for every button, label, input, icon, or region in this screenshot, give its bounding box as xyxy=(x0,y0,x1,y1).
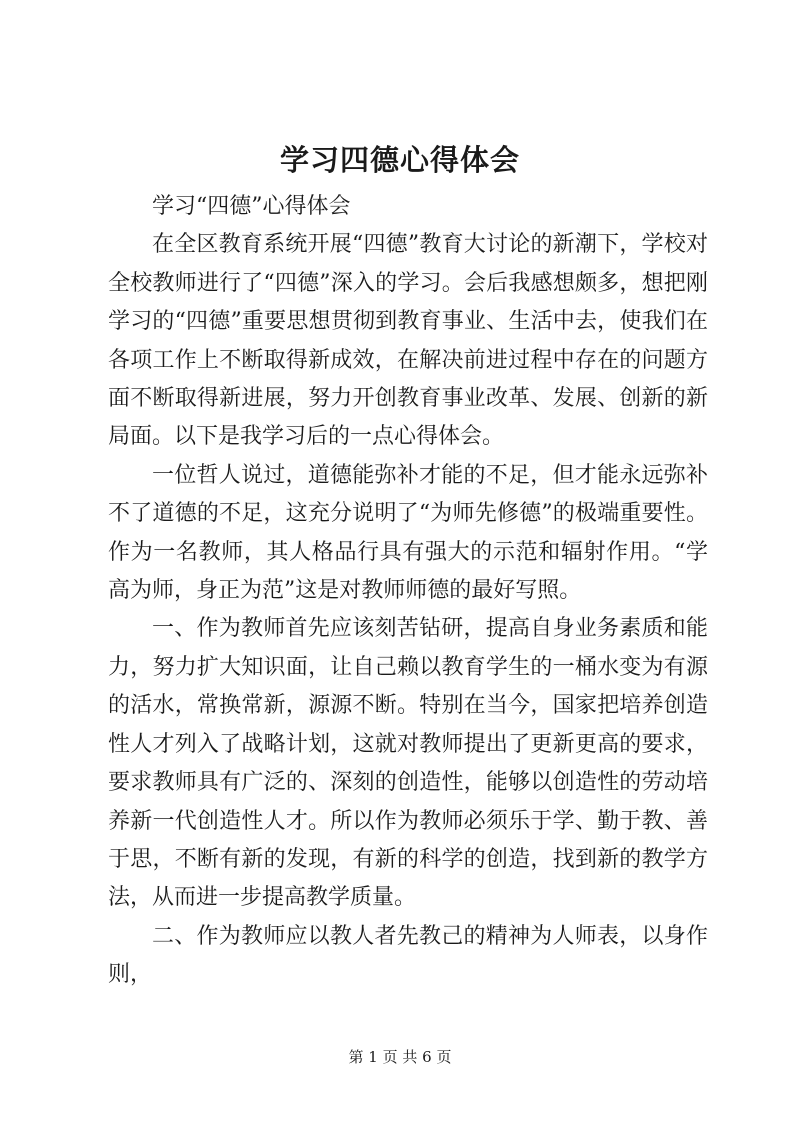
paragraph-subtitle: 学习“四德”心得体会 xyxy=(152,194,351,219)
page-number-footer: 第 1 页 共 6 页 xyxy=(348,1048,452,1066)
paragraph-intro: 在全区教育系统开展“四德”教育大讨论的新潮下，学校对全校教师进行了“四德”深入的学习。会后我感想颇多，想把刚学习的“四德”重要思想贯彻到教育事业、生活中去，使我们在各项工作上不断取得新成效，在解决前进过程中存在的问题方面不断取得新进展，努力开创教育事业改革、发展、创新的新局面。以下是我学习后的一点心得体会。 xyxy=(108,232,708,450)
paragraph-point-one: 一、作为教师首先应该刻苦钻研，提高自身业务素质和能力，努力扩大知识面，让自己赖以教育学生的一桶水变为有源的活水，常换常新，源源不断。特别在当今，国家把培养创造性人才列入了战略计划，这就对教师提出了更新更高的要求，要求教师具有广泛的、深刻的创造性，能够以创造性的劳动培养新一代创造性人才。所以作为教师必须乐于学、勤于教、善于思，不断有新的发现，有新的科学的创造，找到新的教学方法，从而进一步提高教学质量。 xyxy=(108,616,708,911)
document-title: 学习四德心得体会 xyxy=(279,143,520,177)
paragraph-point-two: 二、作为教师应以教人者先教己的精神为人师表，以身作则， xyxy=(108,923,708,988)
document-body xyxy=(108,188,708,995)
paragraph-philosopher: 一位哲人说过，道德能弥补才能的不足，但才能永远弥补不了道德的不足，这充分说明了“为师先修德”的极端重要性。作为一名教师，其人格品行具有强大的示范和辐射作用。“学高为师，身正为范”这是对教师师德的最好写照。 xyxy=(108,462,708,604)
